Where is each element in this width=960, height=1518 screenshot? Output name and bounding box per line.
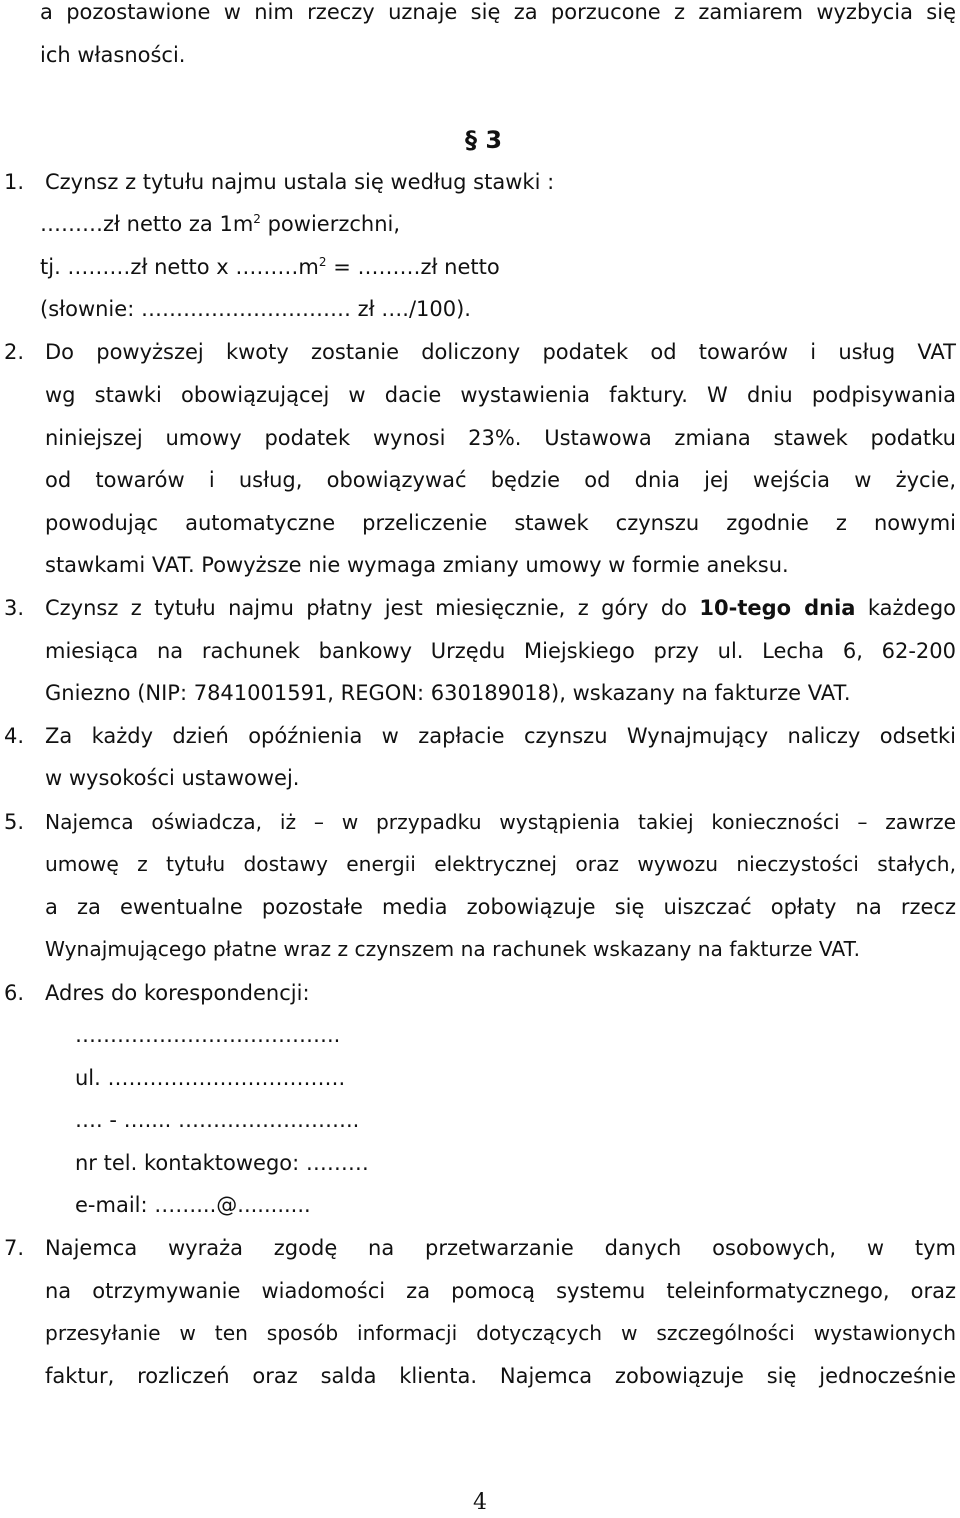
item-text: w wysokości ustawowej.	[45, 766, 300, 790]
item-text: od towarów i usług, obowiązywać będzie od dnia jej wejścia w życie,	[45, 468, 956, 492]
item-text: Za każdy dzień opóźnienia w zapłacie czynszu Wynajmujący naliczy odsetki	[45, 724, 956, 748]
item-text: a za ewentualne pozostałe media zobowiązuje się uiszczać opłaty na rzecz	[45, 895, 956, 919]
item-number: 2.	[4, 340, 25, 364]
list-item-1	[0, 161, 960, 204]
item-number: 4.	[4, 724, 25, 748]
item-number: 7.	[4, 1236, 25, 1260]
item-text: miesiąca na rachunek bankowy Urzędu Miejskiego przy ul. Lecha 6, 62-200	[45, 639, 956, 663]
item-text: stawkami VAT. Powyższe nie wymaga zmiany umowy w formie aneksu.	[45, 553, 789, 577]
address-street: ul. …………………………….	[75, 1066, 346, 1090]
item-number: 3.	[4, 596, 25, 620]
item-text: niniejszej umowy podatek wynosi 23%. Ustawowa zmiana stawek podatku	[45, 426, 956, 450]
due-day-emphasis: 10-tego dnia	[699, 596, 856, 620]
item-text: Czynsz z tytułu najmu płatny jest miesięcznie, z góry do 10-tego dnia każdego	[45, 596, 956, 620]
item-number: 6.	[4, 981, 25, 1005]
rent-rate-line: ………zł netto za $1m^2$ powierzchni,	[40, 212, 401, 236]
list-item-5	[0, 801, 960, 844]
item-text: Gniezno (NIP: 7841001591, REGON: 630189018), wskazany na fakturze VAT.	[45, 681, 851, 705]
list-item-4	[0, 715, 960, 758]
item-number: 1.	[4, 170, 25, 194]
item-text: Wynajmującego płatne wraz z czynszem na rachunek wskazany na fakturze VAT.	[45, 937, 861, 961]
item-text: Do powyższej kwoty zostanie doliczony podatek od towarów i usług VAT	[45, 340, 956, 364]
item-text: umowę z tytułu dostawy energii elektrycznej oraz wywozu nieczystości stałych,	[45, 852, 956, 876]
item-text: Najemca oświadcza, iż – w przypadku wystąpienia takiej konieczności – zawrze	[45, 810, 956, 834]
rent-words-line: (słownie: ………………………… zł …./100).	[40, 297, 471, 321]
paragraph-line: ich własności.	[40, 43, 186, 67]
rent-calc-line: tj. ………zł netto x $\dots\dots\dots m^2$ = ………zł netto	[40, 255, 500, 279]
address-email: e-mail: ……...@...........	[75, 1193, 311, 1217]
address-postcode: …. - ….... ……………………..	[75, 1108, 360, 1132]
item-text: Najemca wyraża zgodę na przetwarzanie danych osobowych, w tym	[45, 1236, 956, 1260]
list-item-3	[0, 587, 960, 630]
list-item-6	[0, 972, 960, 1015]
page-number: 4	[473, 1490, 487, 1515]
paragraph-line: a pozostawione w nim rzeczy uznaje się za porzucone z zamiarem wyzbycia się	[40, 0, 956, 24]
list-item-2	[0, 331, 960, 374]
list-item-7	[0, 1227, 960, 1270]
item-text: na otrzymywanie wiadomości za pomocą systemu teleinformatycznego, oraz	[45, 1279, 956, 1303]
address-phone: nr tel. kontaktowego: ………	[75, 1151, 369, 1175]
item-text: przesyłanie w ten sposób informacji dotyczących w szczególności wystawionych	[45, 1321, 956, 1345]
item-text: Adres do korespondencji:	[45, 981, 310, 1005]
section-heading: § 3	[465, 126, 503, 154]
item-text: powodując automatyczne przeliczenie stawek czynszu zgodnie z nowymi	[45, 511, 956, 535]
item-text: Czynsz z tytułu najmu ustala się według stawki :	[45, 170, 555, 194]
item-number: 5.	[4, 810, 25, 834]
item-text: wg stawki obowiązującej w dacie wystawienia faktury. W dniu podpisywania	[45, 383, 956, 407]
address-line: ………………………………..	[75, 1023, 341, 1047]
item-text: faktur, rozliczeń oraz salda klienta. Najemca zobowiązuje się jednocześnie	[45, 1364, 956, 1388]
